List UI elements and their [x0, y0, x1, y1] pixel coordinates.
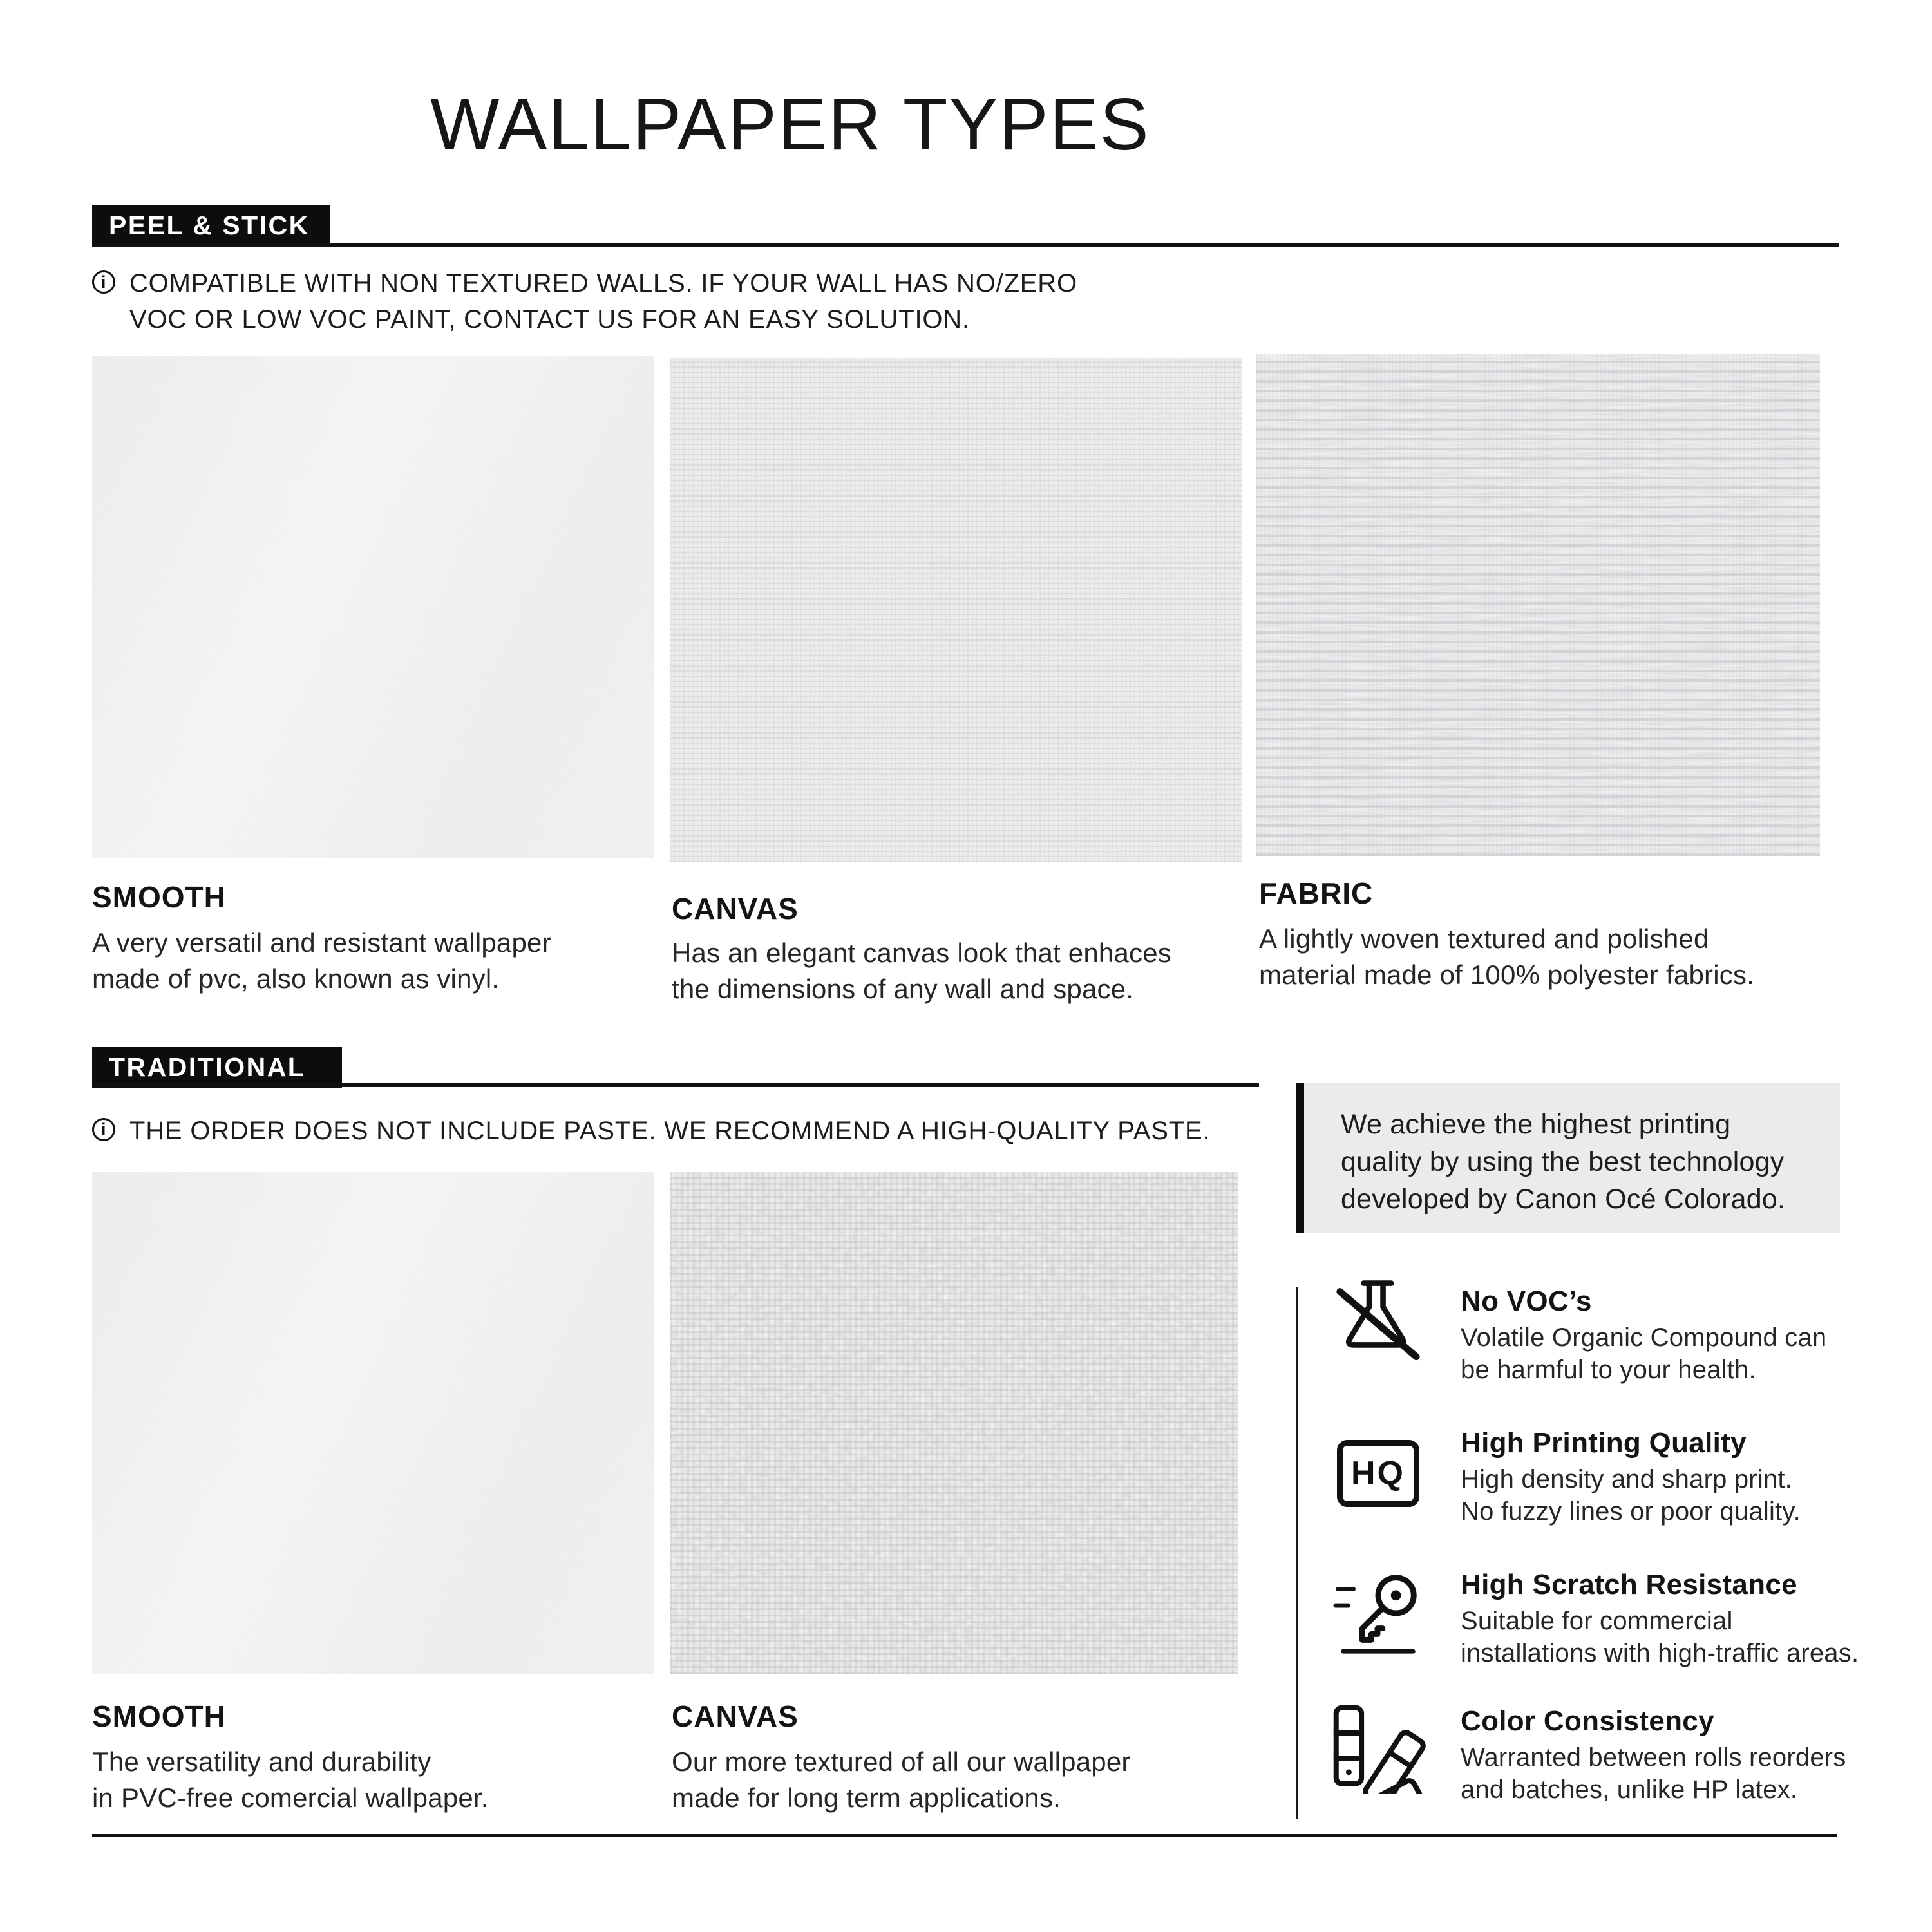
- desc-line: material made of 100% polyester fabrics.: [1259, 960, 1755, 990]
- panel-line: quality by using the best technology: [1341, 1146, 1785, 1177]
- swatch-title-smooth: SMOOTH: [92, 880, 226, 914]
- traditional-divider-line: [92, 1083, 1259, 1087]
- section-label-traditional: TRADITIONAL: [92, 1046, 342, 1088]
- desc-line: High density and sharp print.: [1461, 1465, 1792, 1493]
- swatch-peel-stick-fabric: [1256, 354, 1820, 856]
- coarse-canvas-texture-image: [670, 1172, 1238, 1674]
- feature-title-no-voc: No VOC’s: [1461, 1285, 1592, 1317]
- no-voc-flask-icon: [1329, 1274, 1427, 1372]
- desc-line: Volatile Organic Compound can: [1461, 1323, 1827, 1352]
- swatch-traditional-canvas: [670, 1172, 1238, 1674]
- desc-line: and batches, unlike HP latex.: [1461, 1776, 1798, 1804]
- desc-line: No fuzzy lines or poor quality.: [1461, 1497, 1801, 1526]
- page-title: WALLPAPER TYPES: [430, 84, 1150, 166]
- swatch-desc-fabric: [1259, 921, 1839, 993]
- printing-quality-text: [1341, 1106, 1785, 1218]
- features-vertical-line: [1296, 1287, 1298, 1819]
- panel-accent-bar: [1296, 1083, 1304, 1233]
- swatch-desc-canvas: [672, 935, 1251, 1007]
- desc-line: Suitable for commercial: [1461, 1607, 1733, 1635]
- feature-title-high-printing-quality: High Printing Quality: [1461, 1427, 1747, 1459]
- desc-line: A very versatil and resistant wallpaper: [92, 927, 551, 958]
- hq-badge-icon: [1329, 1425, 1427, 1522]
- printing-quality-panel: [1296, 1083, 1840, 1233]
- swatch-title-canvas-traditional: CANVAS: [672, 1700, 799, 1733]
- desc-line: made of pvc, also known as vinyl.: [92, 963, 500, 994]
- peel-stick-note: [92, 265, 1219, 337]
- desc-line: made for long term applications.: [672, 1783, 1061, 1813]
- section-label-peel-and-stick: PEEL & STICK: [92, 205, 330, 246]
- feature-title-scratch-resistance: High Scratch Resistance: [1461, 1569, 1797, 1600]
- desc-line: be harmful to your health.: [1461, 1356, 1756, 1384]
- feature-desc-no-voc: [1461, 1321, 1826, 1386]
- hq-badge-text: HQ: [1337, 1440, 1419, 1507]
- feature-desc-scratch-resistance: [1461, 1605, 1859, 1669]
- feature-title-color-consistency: Color Consistency: [1461, 1705, 1714, 1737]
- note-line: COMPATIBLE WITH NON TEXTURED WALLS. IF YOUR WALL HAS NO/ZERO: [129, 269, 1077, 298]
- desc-line: installations with high-traffic areas.: [1461, 1639, 1859, 1667]
- traditional-note: [92, 1113, 1316, 1149]
- smooth-texture-image: [92, 1172, 654, 1674]
- desc-line: A lightly woven textured and polished: [1259, 923, 1709, 954]
- fabric-texture-image: [1256, 354, 1820, 856]
- feature-desc-color-consistency: [1461, 1741, 1846, 1806]
- swatch-peel-stick-canvas: [670, 358, 1242, 862]
- bottom-divider-line: [92, 1834, 1837, 1837]
- swatch-title-canvas: CANVAS: [672, 892, 799, 925]
- feature-desc-high-printing-quality: [1461, 1463, 1801, 1528]
- swatch-desc-canvas-traditional: [672, 1744, 1251, 1816]
- note-line: THE ORDER DOES NOT INCLUDE PASTE. WE RECOMMEND A HIGH-QUALITY PASTE.: [129, 1117, 1211, 1145]
- color-swatches-fan-icon: [1329, 1698, 1427, 1795]
- swatch-title-fabric: FABRIC: [1259, 876, 1374, 910]
- panel-line: We achieve the highest printing: [1341, 1109, 1731, 1140]
- desc-line: in PVC-free comercial wallpaper.: [92, 1783, 489, 1813]
- desc-line: Has an elegant canvas look that enhaces: [672, 938, 1171, 968]
- peel-stick-note-text: [92, 265, 1219, 337]
- desc-line: the dimensions of any wall and space.: [672, 974, 1134, 1004]
- desc-line: The versatility and durability: [92, 1747, 431, 1777]
- peel-stick-divider-line: [92, 243, 1839, 247]
- panel-line: developed by Canon Océ Colorado.: [1341, 1184, 1786, 1215]
- swatch-traditional-smooth: [92, 1172, 654, 1674]
- swatch-desc-smooth-traditional: [92, 1744, 659, 1816]
- swatch-title-smooth-traditional: SMOOTH: [92, 1700, 226, 1733]
- note-line: VOC OR LOW VOC PAINT, CONTACT US FOR AN EASY SOLUTION.: [129, 305, 970, 334]
- info-icon: i: [92, 1118, 115, 1141]
- desc-line: Warranted between rolls reorders: [1461, 1743, 1846, 1772]
- scratch-resistance-key-icon: [1329, 1561, 1427, 1659]
- traditional-note-text: [92, 1113, 1316, 1149]
- smooth-texture-image: [92, 356, 654, 858]
- info-icon: i: [92, 270, 115, 294]
- desc-line: Our more textured of all our wallpaper: [672, 1747, 1131, 1777]
- canvas-texture-image: [670, 358, 1242, 862]
- swatch-desc-smooth: [92, 925, 659, 997]
- swatch-peel-stick-smooth: [92, 356, 654, 858]
